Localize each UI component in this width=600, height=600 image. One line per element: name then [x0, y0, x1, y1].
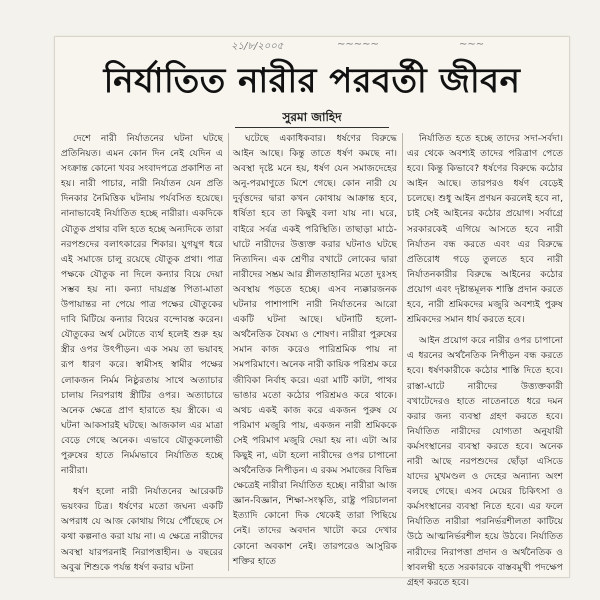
byline-rule	[235, 127, 389, 128]
article-paragraph: নির্যাতিত হতে হচ্ছে তাদের সদা-সর্বদা। এর থেকে অবশ্যই তাদের পরিত্রাণ পেতে হবে। কিন্তু কিভাবে? ধর্ষণের বিরুদ্ধে কঠোর আইন আছে। তারপরও ধর্ষণ বেড়েই চলেছে। শুধু আইন প্রণয়ন করলেই হবে না, চাই সেই আইনের কঠোর প্রয়োগ। সর্বাগ্রে সরকারকেই এগিয়ে আসতে হবে নারী নির্যাতন বন্ধ করতে এবং এর বিরুদ্ধে প্রতিরোধ গড়ে তুলতে হবে নারী নির্যাতনকারীর বিরুদ্ধে আইনের কঠোর প্রয়োগ এবং দৃষ্টান্তমূলক শাস্তি প্রদান করতে হবে, নারী শ্রমিকদের মজুরি অবশ্যই পুরুষ শ্রমিকদের সমান ধার্য করতে হবে।	[407, 133, 563, 326]
handwritten-paper-name: ∼∼∼∼∼	[337, 39, 379, 50]
article-paragraph: আইন প্রয়োগ করে নারীর ওপর চাপানো এ ধরনের অর্থনৈতিক নিপীড়ন বন্ধ করতে হবে। ধর্ষণকারীকে কঠোর শাস্তি দিতে হবে। রাস্তা-ঘাটে নারীদের উত্ত্যক্তকারী বখাটেদেরও হাতে নাতেনাতে ধরে দমন করার জন্য ব্যবস্থা গ্রহণ করতে হবে। নির্যাতিত নারীদের যোগ্যতা অনুযায়ী কর্মসংস্থানের ব্যবস্থা করতে হবে। অনেক নারী আছে নরপশুদের ছোঁড়া এসিডে যাদের মুখমণ্ডল ও দেহের অন্যান্য অংশ বলছে গেছে। এসব মেয়ের চিকিৎসা ও কর্মসংস্থানের ব্যবস্থা নিতে হবে। এর ফলে নির্যাতিত নারীরা পরনির্ভরশীলতা কাটিয়ে উঠে আত্মনির্ভরশীল হয়ে উঠবে। নির্যাতিত নারীদের নিরাপত্তা প্রদান ও অর্থনৈতিক ও স্বাবলম্বী হতে সরকারকে বাস্তবমুখী পদক্ষেপ গ্রহণ করতে হবে।	[407, 335, 563, 588]
article-paragraph: দেশে নারী নির্যাতনের ঘটনা ঘটছে প্রতিনিয়ত। এমন কোন দিন নেই যেদিন এ সংক্রান্ত কোনো খবর সংবাদপত্রে প্রকাশিত না হয়। নারী পাচার, নারী নির্যাতন যেন প্রতি দিনকার নৈমিত্তিক ঘটনায় পর্যবসিত হয়েছে। নানাভাবেই নির্যাতিত হচ্ছে নারীরা। একদিকে যৌতুক প্রথার বলি হতে হচ্ছে অন্যদিকে তারা নরপশুদের বলাৎকারের শিকার। যুগযুগ ধরে এই সমাজে চালু রয়েছে যৌতুক প্রথা। পাত্র পক্ষকে যৌতুক না দিলে কন্যার বিয়ে দেয়া সম্ভব হয় না। কন্যা দায়গ্রস্ত পিতা-মাতা উপায়ান্তর না পেয়ে পাত্র পক্ষের যৌতুকের দাবি মিটিয়ে কন্যার বিয়ের বন্দোবস্ত করেন। যৌতুকের অর্থ মেটাতে ব্যর্থ হলেই শুরু হয় স্ত্রীর ওপর উৎপীড়ন। এক সময় তা ভয়াবহ রূপ ধারণ করে। স্বামীসহ স্বামীর পক্ষের লোকজন নির্মম নিষ্ঠুরতায় সাথে অত্যাচার চালায় নিরপরাধ স্ত্রীটির ওপর। অত্যাচারে অনেক ক্ষেত্রে প্রাণ হারাতে হয় স্ত্রীকে। এ ঘটনা আকসারই ঘটছে। আজকাল এর মাত্রা বেড়ে গেছে অনেক। এভাবে যৌতুকলোভী পুরুষের হাতে নির্মমভাবে নির্যাতিত হচ্ছে নারীরা।	[61, 133, 223, 477]
newspaper-clipping	[54, 36, 570, 588]
article-column-1	[61, 131, 223, 573]
article-headline: নির্যাতিত নারীর পরবর্তী জীবন	[103, 61, 521, 101]
handwritten-mark: ∼∼∼	[459, 39, 485, 50]
handwritten-date: ২১/৮/২০০৫	[231, 41, 284, 52]
column-divider	[228, 133, 229, 571]
article-body	[61, 131, 563, 588]
article-paragraph: ধর্ষণ হলো নারী নির্যাতনের আরেকটি ভয়ংকর চিত্র। ধর্ষণের মতো জঘন্য একটি অপরাধ যে আজ কোথায় গিয়ে পৌঁছেছে সে কথা কল্পনাও করা যায় না। এ ক্ষেত্রে নারীদের অবস্থা যারপরনাই নিরাপত্তাহীন। ৬ বছরের অবুঝ শিশুকে পর্যন্ত ধর্ষণ করার ঘটনা	[61, 486, 223, 573]
article-paragraph: ঘটেছে একাধিকবার। ধর্ষণের বিরুদ্ধে আইন আছে। কিন্তু তাতে ধর্ষণ কমছে না। অবস্থা দৃষ্টে মনে হয়, ধর্ষণ যেন সমাজদেহের অনু-পরমাণুতে মিশে গেছে। কোন নারী যে দুর্বৃত্তদের দ্বারা কখন কোথায় আক্রান্ত হবে, ধর্ষিতা হবে তা কিছুই বলা যায় না। ঘরে, বাইরে সর্বত্র একই পরিস্থিতি। তাছাড়া মাঠে-ঘাটে নারীদের উত্ত্যক্ত করার ঘটনাও ঘটছে নিত্যদিন। এক শ্রেণীর বখাটে লোকের দ্বারা নারীদের সম্ভ্রম আর শ্লীলতাহানির মতো দুঃসহ অবস্থায় পড়তে হচ্ছে। এসব ন্যক্কারজনক ঘটনার পাশাপাশি নারী নির্যাতনের আরো একটি ঘটনা আছে। ঘটনাটি হলো- অর্থনৈতিক বৈষম্য ও শোষণ। নারীরা পুরুষের সমান কাজ করেও পারিশ্রমিক পায় না সমপরিমাণে। অনেক নারী কায়িক পরিশ্রম করে জীবিকা নির্বাহ করে। এরা মাটি কাটা, পাথর ভাঙার মতো কঠোর পরিশ্রমও করে থাকে। অথচ একই কাজ করে একজন পুরুষ যে পরিমাণ মজুরি পায়, একজন নারী শ্রমিককে সেই পরিমাণ মজুরি দেয়া হয় না। এটা আর কিছুই না, এটা হলো নারীদের ওপর চাপানো অর্থনৈতিক নিপীড়ন। এ রকম সমাজের বিভিন্ন ক্ষেত্রেই নারীরা নির্যাতিত হচ্ছে। নারীরা আজ জ্ঞান-বিজ্ঞান, শিক্ষা-সংস্কৃতি, রাষ্ট্র পরিচালনা ইত্যাদি কোনো দিক থেকেই তারা পিছিয়ে নেই। তাদের অবদান খাটো করে দেখার কোনো অবকাশ নেই। তারপরেও আসুরিক শক্তির হাতে	[233, 133, 397, 567]
article-column-3	[407, 131, 563, 588]
article-column-2	[233, 131, 397, 573]
column-divider	[402, 133, 403, 571]
article-byline: সুরমা জাহিদ	[282, 110, 342, 124]
